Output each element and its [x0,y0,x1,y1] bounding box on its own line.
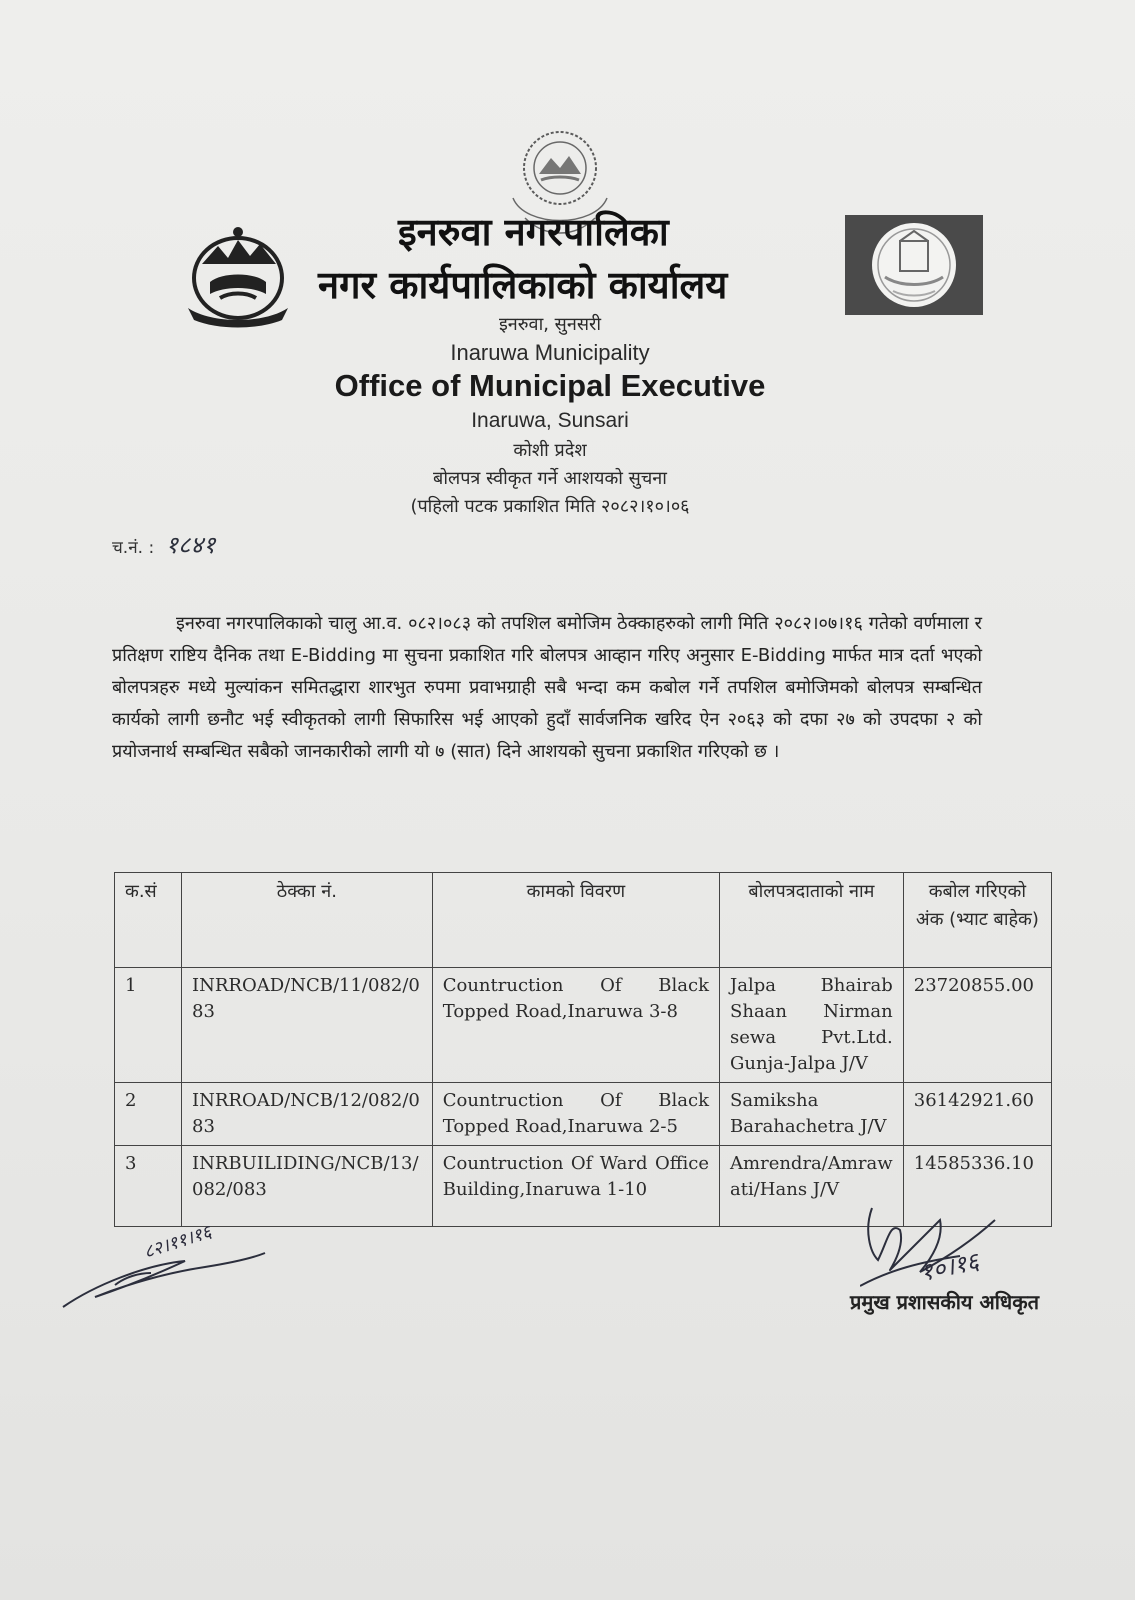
notice-date: (पहिलो पटक प्रकाशित मिति २०८२।१०।०६ [410,496,690,517]
cell-bidder: Amrendra/Amrawati/Hans J/V [720,1146,904,1227]
reference-value: १८४१ [165,531,216,559]
cell-sn: 1 [115,968,182,1083]
cell-bidder: Samiksha Barahachetra J/V [720,1083,904,1146]
left-signature-date: ८२।११।१६ [141,1221,215,1264]
nepal-emblem-icon [182,224,294,328]
officer-title: प्रमुख प्रशासकीय अधिकृत [850,1290,1039,1314]
office-seal-icon [845,215,983,315]
header-sn: क.सं [115,873,182,968]
cell-amount: 23720855.00 [903,968,1051,1083]
header-description: कामको विवरण [432,873,719,968]
cell-amount: 36142921.60 [903,1083,1051,1146]
province-ne: कोशी प्रदेश [513,440,587,461]
right-signature-date: १०।१६ [917,1247,982,1287]
cell-description: Countruction Of Ward Office Building,Inaruwa 1-10 [432,1146,719,1227]
cell-contract-no: INRROAD/NCB/12/082/083 [182,1083,433,1146]
cell-sn: 2 [115,1083,182,1146]
cell-bidder: Jalpa Bhairab Shaan Nirman sewa Pvt.Ltd. Gunja-Jalpa J/V [720,968,904,1083]
address-ne: इनरुवा, सुनसरी [498,314,602,335]
office-name-en: Office of Municipal Executive [334,368,766,403]
table-row [115,1083,1052,1146]
municipality-name-en: Inaruwa Municipality [450,340,650,365]
right-emblem [845,215,983,315]
cell-contract-no: INRBUILIDING/NCB/13/082/083 [182,1146,433,1227]
bids-table [114,872,1052,1227]
municipality-name-ne: इनरुवा नगरपालिका [398,209,669,254]
office-name-ne: नगर कार्यपालिकाको कार्यालय [318,262,728,307]
notice-body: इनरुवा नगरपालिकाको चालु आ.व. ०८२।०८३ को तपशिल बमोजिम ठेक्काहरुको लागी मिति २०८२।०७।१६ गतेको वर्णमाला र प्रतिक्षण राष्टिय दैनिक तथा E-Bidding मा सुचना प्रकाशित गरि बोलपत्र आव्हान गरिए अनुसार E-Bidding मार्फत मात्र दर्ता भएको बोलपत्रहरु मध्ये मुल्यांकन समितद्धारा शारभुत रुपमा प्रवाभग्राही सबै भन्दा कम कबोल गर्ने तपशिल बमोजिमको बोलपत्र सम्बन्धित कार्यको लागी छनौट भई स्वीकृतको लागी सिफारिस भई आएको हुदाँ सार्वजनिक खरिद ऐन २०६३ को दफा २७ को उपदफा २ को प्रयोजनार्थ सम्बन्धित सबैको जानकारीको लागी यो ७ (सात) दिने आशयको सुचना प्रकाशित गरिएको छ । [112,613,983,762]
table-row [115,968,1052,1083]
reference-label: च.नं. : [112,538,155,558]
cell-sn: 3 [115,1146,182,1227]
cell-description: Countruction Of Black Topped Road,Inaruwa 2-5 [432,1083,719,1146]
address-en: Inaruwa, Sunsari [471,409,629,432]
cell-contract-no: INRROAD/NCB/11/082/083 [182,968,433,1083]
reference-number [112,528,216,561]
header-contract-no: ठेक्का नं. [182,873,433,968]
cell-amount: 14585336.10 [903,1146,1051,1227]
header-amount: कबोल गरिएको अंक (भ्याट बाहेक) [903,873,1051,968]
cell-description: Countruction Of Black Topped Road,Inaruwa 3-8 [432,968,719,1083]
header-bidder: बोलपत्रदाताको नाम [720,873,904,968]
notice-title: बोलपत्र स्वीकृत गर्ने आशयको सुचना [433,468,667,489]
table-header-row [115,873,1052,968]
